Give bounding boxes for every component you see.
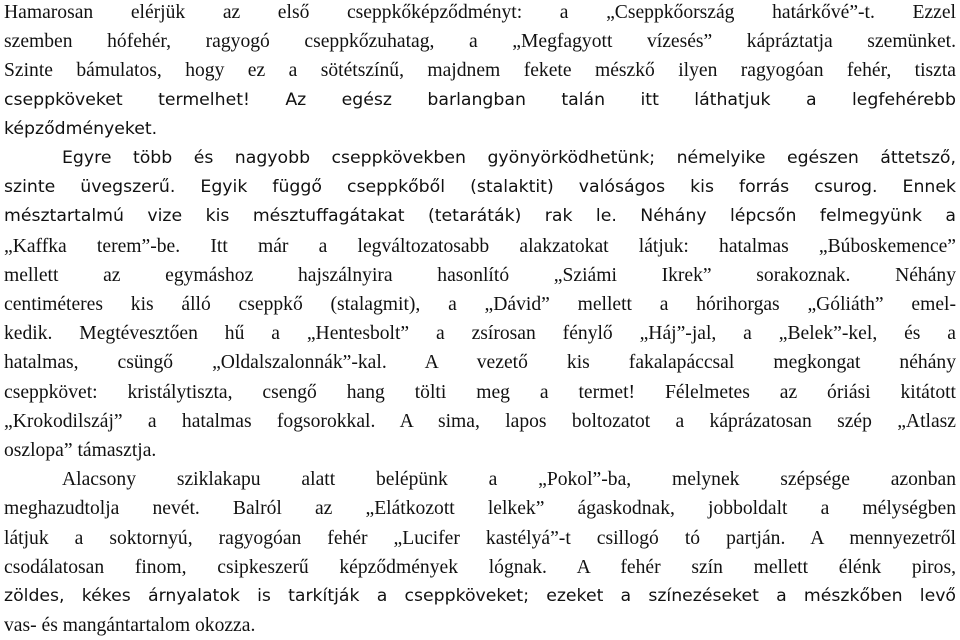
text-line-20: csodálatosan finom, csipkeszerű képződmények lógnak. A fehér szín mellett élénk piros, — [4, 556, 956, 578]
text-line-17: Alacsony sziklakapu alatt belépünk a „Pokol”-ba, melynek szépsége azonban — [62, 469, 956, 491]
text-line-6: Egyre több és nagyobb cseppkövekben gyönyörködhetünk; némelyike egészen áttetsző, — [62, 148, 956, 168]
text-line-21: zöldes, kékes árnyalatok is tarkítják a cseppköveket; ezeket a színezéseket a mészkőben levő — [4, 586, 956, 606]
text-line-9: „Kaffka terem”-be. Itt már a legváltozatosabb alakzatokat látjuk: hatalmas „Búboskemence” — [4, 235, 956, 257]
text-line-18: meghazudtolja nevét. Balról az „Elátkozott lelkek” ágaskodnak, jobboldalt a mélységben — [4, 498, 956, 520]
text-line-19: látjuk a soktornyú, ragyogóan fehér „Lucifer kastélyá”-t csillogó tó partján. A mennyezetről — [4, 527, 956, 549]
text-line-14: cseppkövet: kristálytiszta, csengő hang tölti meg a termet! Félelmetes az óriási kitátott — [4, 381, 956, 403]
text-line-3: Szinte bámulatos, hogy ez a sötétszínű, majdnem fekete mészkő ilyen ragyogóan fehér, tiszta — [4, 60, 956, 82]
text-line-2: szemben hófehér, ragyogó cseppkőzuhatag, a „Megfagyott vízesés” kápráztatja szemünket. — [4, 31, 956, 53]
text-line-13: hatalmas, csüngő „Oldalszalonnák”-kal. A vezető kis fakalapáccsal megkongat néhány — [4, 352, 956, 374]
text-line-22: vas- és mangántartalom okozza. — [4, 615, 256, 637]
text-line-5: képződményeket. — [4, 118, 158, 139]
text-line-4: cseppköveket termelhet! Az egész barlangban talán itt láthatjuk a legfehérebb — [4, 89, 956, 110]
text-line-11: centiméteres kis álló cseppkő (stalagmit), a „Dávid” mellett a hórihorgas „Góliáth” emel- — [4, 294, 956, 315]
text-line-8: mésztartalmú vize kis mésztuffagátakat (tetaráták) rak le. Néhány lépcsőn felmegyünk a — [4, 206, 956, 227]
text-line-10: mellett az egymáshoz hajszálnyira hasonlító „Sziámi Ikrek” sorakoznak. Néhány — [4, 264, 956, 286]
text-line-16: oszlopa” támasztja. — [4, 440, 157, 461]
text-line-7: szinte üvegszerű. Egyik függő cseppkőből (stalaktit) valóságos kis forrás csurog. Ennek — [4, 177, 956, 198]
text-line-15: „Krokodilszáj” a hatalmas fogsorokkal. A sima, lapos boltozatot a káprázatosan szép „Atlasz — [4, 410, 956, 432]
text-line-12: kedik. Megtévesztően hű a „Hentesbolt” a zsírosan fénylő „Háj”-jal, a „Belek”-kel, és a — [4, 323, 956, 345]
text-line-1: Hamarosan elérjük az első cseppkőképződményt: a „Cseppkőország határkővé”-t. Ezzel — [4, 2, 956, 23]
